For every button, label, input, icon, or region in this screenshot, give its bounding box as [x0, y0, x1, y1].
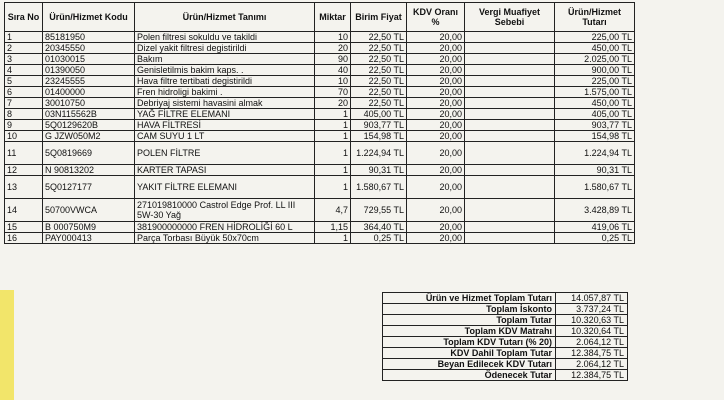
cell-kdv: 20,00 [407, 165, 465, 176]
totals-label: Ödenecek Tutar [383, 370, 556, 381]
cell-fiyat: 154,98 TL [351, 131, 407, 142]
cell-fiyat: 1.224,94 TL [351, 142, 407, 165]
cell-tanim: CAM SUYU 1 LT [135, 131, 315, 142]
cell-fiyat: 22,50 TL [351, 87, 407, 98]
table-row [5, 43, 635, 54]
cell-kod: 01400000 [43, 87, 135, 98]
table-row [5, 65, 635, 76]
cell-sira: 14 [5, 199, 43, 222]
cell-kdv: 20,00 [407, 222, 465, 233]
cell-muafiyet [465, 142, 555, 165]
cell-tanim: POLEN FİLTRE [135, 142, 315, 165]
cell-miktar: 10 [315, 76, 351, 87]
table-row [5, 54, 635, 65]
totals-row [383, 337, 628, 348]
cell-muafiyet [465, 165, 555, 176]
cell-kod: N 90813202 [43, 165, 135, 176]
header-tutar: Ürün/Hizmet Tutarı [555, 3, 635, 32]
cell-tutar: 419,06 TL [555, 222, 635, 233]
cell-fiyat: 0,25 TL [351, 233, 407, 244]
cell-sira: 7 [5, 98, 43, 109]
cell-tanim: KARTER TAPASI [135, 165, 315, 176]
cell-tutar: 405,00 TL [555, 109, 635, 120]
cell-tanim: Genisletilmis bakim kaps. . [135, 65, 315, 76]
cell-muafiyet [465, 120, 555, 131]
totals-value: 2.064,12 TL [556, 337, 628, 348]
cell-kod: 50700VWCA [43, 199, 135, 222]
totals-table [382, 292, 628, 381]
cell-tanim: YAKIT FİLTRE ELEMANI [135, 176, 315, 199]
totals-value: 10.320,63 TL [556, 315, 628, 326]
table-row [5, 176, 635, 199]
cell-fiyat: 22,50 TL [351, 32, 407, 43]
cell-miktar: 1,15 [315, 222, 351, 233]
cell-kod: 01390050 [43, 65, 135, 76]
cell-sira: 16 [5, 233, 43, 244]
cell-tutar: 3.428,89 TL [555, 199, 635, 222]
table-row [5, 87, 635, 98]
table-header-row [5, 3, 635, 32]
table-row [5, 142, 635, 165]
cell-muafiyet [465, 32, 555, 43]
totals-value: 2.064,12 TL [556, 359, 628, 370]
cell-kdv: 20,00 [407, 142, 465, 165]
cell-tanim: YAĞ FİLTRE ELEMANI [135, 109, 315, 120]
totals-label: Toplam İskonto [383, 304, 556, 315]
cell-sira: 15 [5, 222, 43, 233]
cell-sira: 11 [5, 142, 43, 165]
cell-fiyat: 22,50 TL [351, 54, 407, 65]
cell-tanim: 271019810000 Castrol Edge Prof. LL III 5W-30 Yağ [135, 199, 315, 222]
cell-sira: 8 [5, 109, 43, 120]
cell-sira: 4 [5, 65, 43, 76]
cell-sira: 6 [5, 87, 43, 98]
cell-tanim: Debriyaj sistemi havasini almak [135, 98, 315, 109]
totals-row [383, 304, 628, 315]
cell-muafiyet [465, 222, 555, 233]
totals-label: KDV Dahil Toplam Tutar [383, 348, 556, 359]
totals-row [383, 326, 628, 337]
cell-muafiyet [465, 176, 555, 199]
cell-kdv: 20,00 [407, 120, 465, 131]
cell-kod: 03N115562B [43, 109, 135, 120]
cell-sira: 2 [5, 43, 43, 54]
cell-fiyat: 903,77 TL [351, 120, 407, 131]
totals-value: 14.057,87 TL [556, 293, 628, 304]
cell-tanim: Fren hidroligi bakimi . [135, 87, 315, 98]
cell-tanim: Bakım [135, 54, 315, 65]
cell-miktar: 1 [315, 131, 351, 142]
cell-sira: 1 [5, 32, 43, 43]
cell-tanim: Parça Torbası Büyük 50x70cm [135, 233, 315, 244]
cell-kod: PAY000413 [43, 233, 135, 244]
cell-miktar: 10 [315, 32, 351, 43]
cell-muafiyet [465, 109, 555, 120]
cell-muafiyet [465, 199, 555, 222]
cell-kdv: 20,00 [407, 176, 465, 199]
table-row [5, 165, 635, 176]
cell-kod: B 000750M9 [43, 222, 135, 233]
cell-miktar: 90 [315, 54, 351, 65]
cell-tutar: 90,31 TL [555, 165, 635, 176]
totals-row [383, 348, 628, 359]
cell-tutar: 1.575,00 TL [555, 87, 635, 98]
cell-tutar: 2.025,00 TL [555, 54, 635, 65]
header-kod: Ürün/Hizmet Kodu [43, 3, 135, 32]
cell-kdv: 20,00 [407, 54, 465, 65]
cell-tutar: 450,00 TL [555, 98, 635, 109]
header-sira: Sıra No [5, 3, 43, 32]
yellow-paper-edge [0, 290, 14, 400]
cell-tanim: HAVA FİLTRESİ [135, 120, 315, 131]
cell-kdv: 20,00 [407, 32, 465, 43]
cell-kod: G JZW050M2 [43, 131, 135, 142]
cell-muafiyet [465, 65, 555, 76]
cell-muafiyet [465, 43, 555, 54]
header-muafiyet: Vergi Muafiyet Sebebi [465, 3, 555, 32]
cell-fiyat: 729,55 TL [351, 199, 407, 222]
header-fiyat: Birim Fiyat [351, 3, 407, 32]
cell-kod: 85181950 [43, 32, 135, 43]
cell-kod: 23245555 [43, 76, 135, 87]
cell-muafiyet [465, 87, 555, 98]
totals-label: Beyan Edilecek KDV Tutarı [383, 359, 556, 370]
table-row [5, 120, 635, 131]
cell-fiyat: 22,50 TL [351, 76, 407, 87]
cell-miktar: 1 [315, 165, 351, 176]
cell-tutar: 1.224,94 TL [555, 142, 635, 165]
totals-row [383, 370, 628, 381]
cell-kdv: 20,00 [407, 98, 465, 109]
totals-value: 10.320,64 TL [556, 326, 628, 337]
cell-sira: 12 [5, 165, 43, 176]
cell-kod: 20345550 [43, 43, 135, 54]
cell-miktar: 4,7 [315, 199, 351, 222]
cell-tanim: 381900000000 FREN HİDROLİĞİ 60 L [135, 222, 315, 233]
cell-kod: 5Q0127177 [43, 176, 135, 199]
totals-value: 12.384,75 TL [556, 348, 628, 359]
cell-muafiyet [465, 76, 555, 87]
totals-row [383, 359, 628, 370]
cell-kod: 5Q0129620B [43, 120, 135, 131]
cell-miktar: 1 [315, 142, 351, 165]
cell-fiyat: 22,50 TL [351, 43, 407, 54]
totals-row [383, 315, 628, 326]
cell-miktar: 20 [315, 98, 351, 109]
table-row [5, 222, 635, 233]
cell-tanim: Hava filtre tertibati degistirildi [135, 76, 315, 87]
table-row [5, 109, 635, 120]
cell-tanim: Dizel yakit filtresi degistirildi [135, 43, 315, 54]
cell-muafiyet [465, 233, 555, 244]
cell-sira: 10 [5, 131, 43, 142]
cell-kdv: 20,00 [407, 87, 465, 98]
cell-sira: 13 [5, 176, 43, 199]
cell-miktar: 1 [315, 120, 351, 131]
totals-value: 12.384,75 TL [556, 370, 628, 381]
header-tanim: Ürün/Hizmet Tanımı [135, 3, 315, 32]
cell-sira: 3 [5, 54, 43, 65]
cell-tanim: Polen filtresi sokuldu ve takildi [135, 32, 315, 43]
cell-tutar: 900,00 TL [555, 65, 635, 76]
cell-kdv: 20,00 [407, 131, 465, 142]
totals-label: Toplam Tutar [383, 315, 556, 326]
cell-tutar: 903,77 TL [555, 120, 635, 131]
cell-kod: 30010750 [43, 98, 135, 109]
cell-tutar: 225,00 TL [555, 32, 635, 43]
cell-kdv: 20,00 [407, 76, 465, 87]
table-row [5, 199, 635, 222]
cell-miktar: 1 [315, 176, 351, 199]
cell-miktar: 40 [315, 65, 351, 76]
cell-kdv: 20,00 [407, 43, 465, 54]
table-body [5, 32, 635, 244]
table-row [5, 131, 635, 142]
cell-sira: 5 [5, 76, 43, 87]
cell-kdv: 20,00 [407, 233, 465, 244]
cell-fiyat: 364,40 TL [351, 222, 407, 233]
cell-fiyat: 22,50 TL [351, 98, 407, 109]
totals-label: Toplam KDV Matrahı [383, 326, 556, 337]
table-row [5, 32, 635, 43]
cell-miktar: 1 [315, 109, 351, 120]
totals-row [383, 293, 628, 304]
cell-fiyat: 405,00 TL [351, 109, 407, 120]
cell-tutar: 1.580,67 TL [555, 176, 635, 199]
cell-muafiyet [465, 54, 555, 65]
cell-kod: 01030015 [43, 54, 135, 65]
cell-kdv: 20,00 [407, 109, 465, 120]
table-row [5, 76, 635, 87]
table-row [5, 98, 635, 109]
cell-fiyat: 90,31 TL [351, 165, 407, 176]
cell-kdv: 20,00 [407, 199, 465, 222]
cell-tutar: 225,00 TL [555, 76, 635, 87]
cell-miktar: 20 [315, 43, 351, 54]
cell-sira: 9 [5, 120, 43, 131]
cell-muafiyet [465, 98, 555, 109]
cell-fiyat: 1.580,67 TL [351, 176, 407, 199]
totals-value: 3.737,24 TL [556, 304, 628, 315]
cell-tutar: 0,25 TL [555, 233, 635, 244]
cell-kod: 5Q0819669 [43, 142, 135, 165]
cell-tutar: 450,00 TL [555, 43, 635, 54]
cell-fiyat: 22,50 TL [351, 65, 407, 76]
cell-muafiyet [465, 131, 555, 142]
cell-tutar: 154,98 TL [555, 131, 635, 142]
header-kdv: KDV Oranı % [407, 3, 465, 32]
invoice-items-table [4, 2, 635, 244]
totals-label: Toplam KDV Tutarı (% 20) [383, 337, 556, 348]
cell-miktar: 1 [315, 233, 351, 244]
header-miktar: Miktar [315, 3, 351, 32]
table-row [5, 233, 635, 244]
totals-label: Ürün ve Hizmet Toplam Tutarı [383, 293, 556, 304]
cell-kdv: 20,00 [407, 65, 465, 76]
cell-miktar: 70 [315, 87, 351, 98]
